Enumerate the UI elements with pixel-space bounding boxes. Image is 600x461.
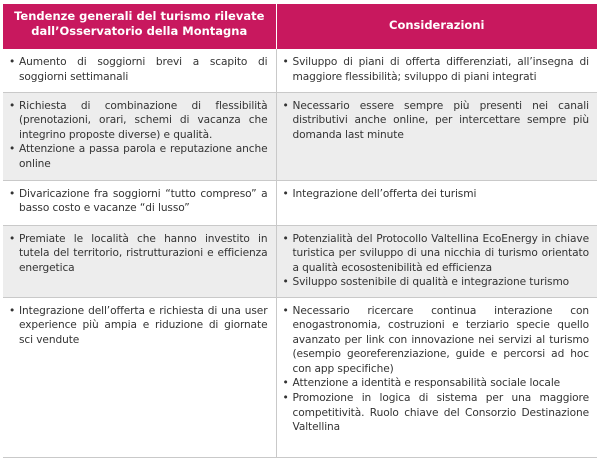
consideration-item: • Sviluppo sostenibile di qualità e integrazione turismo — [283, 275, 590, 290]
consideration-cell — [276, 180, 597, 225]
consideration-cell — [276, 297, 597, 457]
consideration-cell — [276, 225, 597, 297]
consideration-item: • Necessario ricercare continua interazione con enogastronomia, costruzioni e terziario specie quello avanzato per link con innovazione nei servizi al turismo (esempio georeferenziazione, guide e percorsi ad hoc con app specifiche) — [283, 304, 590, 377]
trend-cell — [3, 297, 276, 457]
trend-item: • Aumento di soggiorni brevi a scapito di soggiorni settimanali — [9, 55, 268, 84]
header-row — [3, 4, 597, 49]
consideration-item: • Integrazione dell’offerta dei turismi — [283, 187, 590, 202]
header-considerations — [276, 4, 597, 49]
trend-item: • Integrazione dell’offerta e richiesta di una user experience più ampia e riduzione di giornate sci vendute — [9, 304, 268, 348]
table-row — [3, 225, 597, 297]
tourism-trends-table — [3, 4, 597, 458]
trend-item: • Premiate le località che hanno investito in tutela del territorio, ristrutturazioni e efficienza energetica — [9, 232, 268, 276]
consideration-item: • Sviluppo di piani di offerta differenziati, all’insegna di maggiore flessibilità; sviluppo di piani integrati — [283, 55, 590, 84]
header-trends — [3, 4, 276, 49]
table-row — [3, 49, 597, 92]
header-trends-label: Tendenze generali del turismo rilevate dall’Osservatorio della Montagna — [14, 9, 265, 38]
trend-cell — [3, 49, 276, 92]
trend-item: • Attenzione a passa parola e reputazione anche online — [9, 142, 268, 171]
header-considerations-label: Considerazioni — [389, 18, 485, 32]
table-row — [3, 180, 597, 225]
consideration-item: • Potenzialità del Protocollo Valtellina EcoEnergy in chiave turistica per sviluppo di una nicchia di turismo orientato a qualità ecosostenibilità ed efficienza — [283, 232, 590, 276]
table-row — [3, 297, 597, 457]
consideration-item: • Attenzione a identità e responsabilità sociale locale — [283, 376, 590, 391]
trend-cell — [3, 180, 276, 225]
trend-item: • Divaricazione fra soggiorni “tutto compreso” a basso costo e vacanze “di lusso” — [9, 187, 268, 216]
consideration-cell — [276, 92, 597, 180]
trend-cell — [3, 225, 276, 297]
consideration-item: • Promozione in logica di sistema per una maggiore competitività. Ruolo chiave del Consorzio Destinazione Valtellina — [283, 391, 590, 435]
consideration-item: • Necessario essere sempre più presenti nei canali distributivi anche online, per intercettare sempre più domanda last minute — [283, 99, 590, 143]
trend-item: • Richiesta di combinazione di flessibilità (prenotazioni, orari, schemi di vacanza che integrino proposte diverse) e qualità. — [9, 99, 268, 143]
trend-cell — [3, 92, 276, 180]
consideration-cell — [276, 49, 597, 92]
table-row — [3, 92, 597, 180]
